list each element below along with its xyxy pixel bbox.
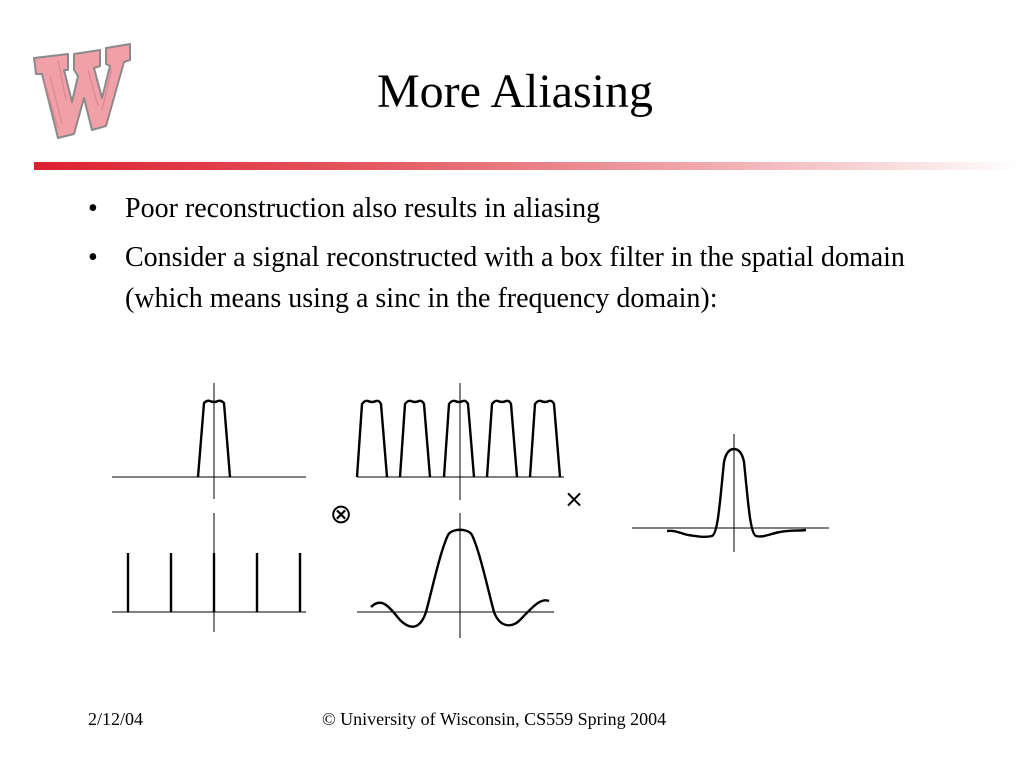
replica-curve: [444, 401, 474, 477]
bullet-glyph: •: [88, 193, 98, 224]
result-curve: [667, 449, 806, 537]
replica-curve: [400, 401, 430, 477]
footer-date: 2/12/04: [88, 709, 144, 729]
footer-copyright: © University of Wisconsin, CS559 Spring 2004: [322, 709, 667, 729]
bullet-glyph: •: [88, 242, 98, 273]
box-spectrum-plot: [112, 383, 306, 499]
multiply-symbol: ×: [563, 485, 585, 513]
bullet-text: Poor reconstruction also results in aliasing: [125, 193, 601, 224]
slide-title: More Aliasing: [377, 65, 653, 118]
impulse-train-plot: [112, 513, 306, 632]
convolve-symbol: ⊗: [329, 499, 353, 530]
bullet-text: Consider a signal reconstructed with a box filter in the spatial domain (which means using a sinc in the frequency domain):: [125, 242, 905, 314]
sinc-filter-plot: [357, 513, 554, 638]
replica-curve: [357, 401, 387, 477]
replica-curve: [487, 401, 517, 477]
replicated-spectrum-plot: [357, 383, 564, 500]
result-spectrum-plot: [632, 434, 829, 552]
replica-curve: [530, 401, 560, 477]
